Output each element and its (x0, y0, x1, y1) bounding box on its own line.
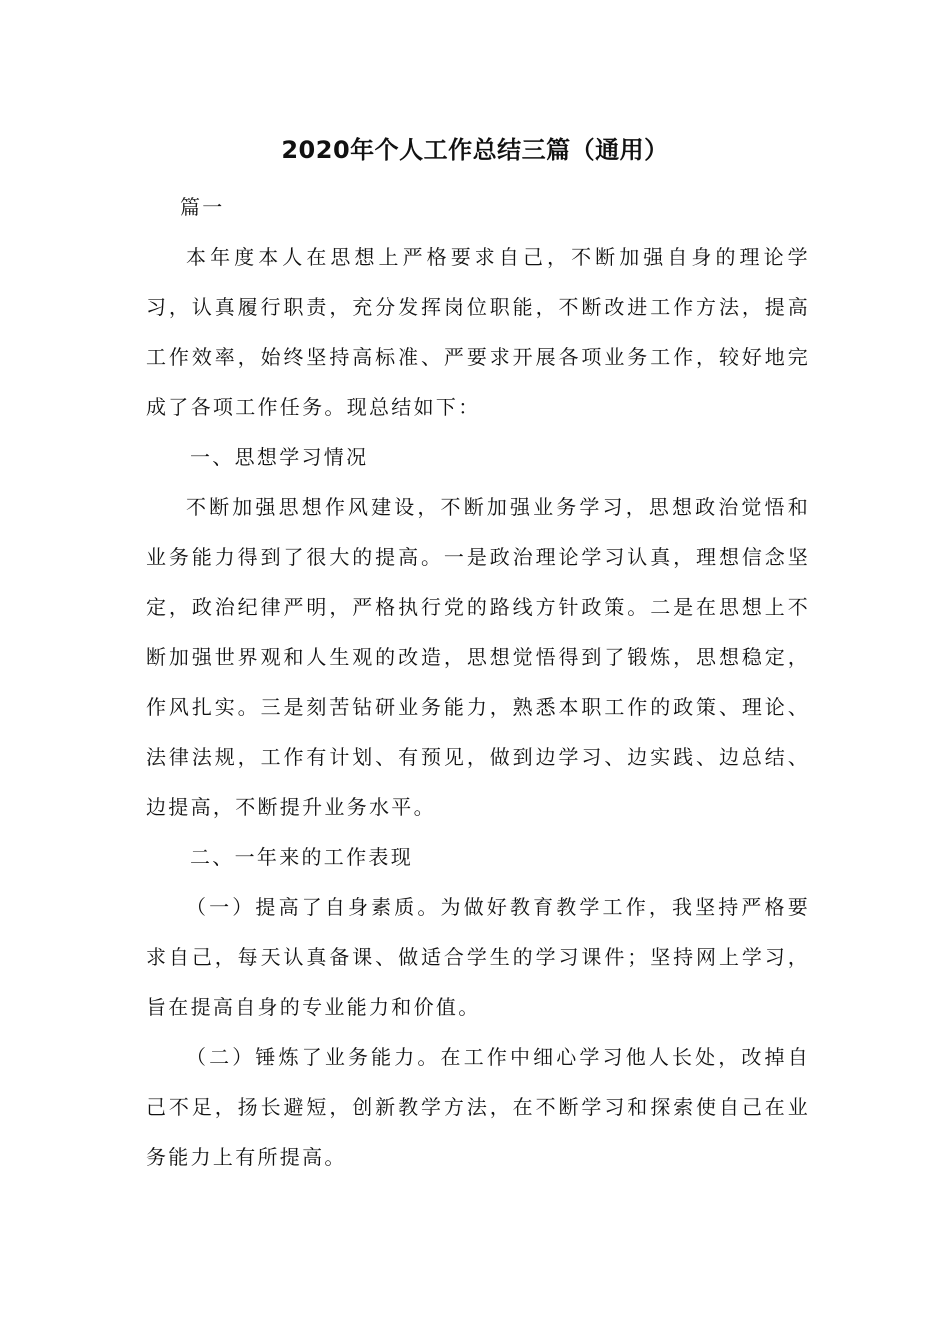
paragraph-business-ability: （二）锤炼了业务能力。在工作中细心学习他人长处，改掉自己不足，扬长避短，创新教学方法，在不断学习和探索使自己在业务能力上有所提高。 (146, 1045, 810, 1169)
heading-thought-study: 一、思想学习情况 (190, 445, 369, 469)
document-body (146, 182, 810, 1182)
paragraph-thought-study: 不断加强思想作风建设，不断加强业务学习，思想政治觉悟和业务能力得到了很大的提高。一是政治理论学习认真，理想信念坚定，政治纪律严明，严格执行党的路线方针政策。二是在思想上不断加强世界观和人生观的改造，思想觉悟得到了锻炼，思想稳定，作风扎实。三是刻苦钻研业务能力，熟悉本职工作的政策、理论、法律法规，工作有计划、有预见，做到边学习、边实践、边总结、边提高，不断提升业务水平。 (146, 495, 810, 819)
document-title: 2020年个人工作总结三篇（通用） (281, 136, 669, 164)
section-label: 篇一 (180, 195, 225, 219)
heading-work-performance: 二、一年来的工作表现 (190, 845, 413, 869)
paragraph-intro: 本年度本人在思想上严格要求自己，不断加强自身的理论学习，认真履行职责，充分发挥岗位职能，不断改进工作方法，提高工作效率，始终坚持高标准、严要求开展各项业务工作，较好地完成了各项工作任务。现总结如下： (146, 245, 810, 419)
paragraph-self-quality: （一）提高了自身素质。为做好教育教学工作，我坚持严格要求自己，每天认真备课、做适合学生的学习课件；坚持网上学习，旨在提高自身的专业能力和价值。 (146, 895, 810, 1019)
